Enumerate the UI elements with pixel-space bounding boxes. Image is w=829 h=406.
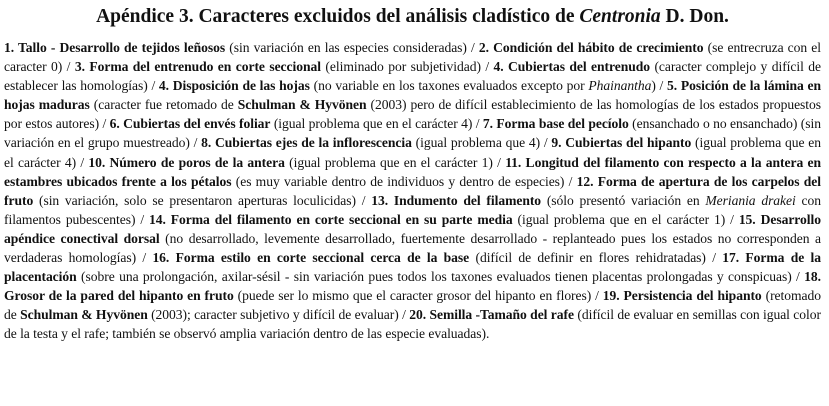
character-note: (no variable en los taxones evaluados excepto por [309,78,589,94]
character-heading: 1. Tallo - Desarrollo de tejidos leñosos [4,40,226,55]
character-heading: Schulman & Hyvönen [237,97,367,113]
character-note: (difícil de evaluar en semillas con igual color de la testa y el rafe; también se observó amplia variación dentro de las especie evaluadas). [4,307,821,342]
character-note: (igual problema que en el carácter 1) / [284,154,506,170]
character-note: (puede ser lo mismo que el caracter grosor del hipanto en flores) / [233,288,603,304]
character-heading: 13. Indumento del filamento [371,192,542,208]
character-heading: 17. Forma de la placentación [4,250,821,285]
character-heading: 19. Persistencia del hipanto [602,288,762,304]
title-suffix: D. Don. [660,6,729,27]
character-heading: 4. Cubiertas del entrenudo [493,59,651,75]
character-heading: 12. Forma de apertura de los carpelos del fruto [4,173,821,208]
taxon-name: Phainantha [588,78,652,94]
excluded-characters-paragraph [4,38,821,344]
character-heading: 8. Cubiertas ejes de la inflorescencia [201,135,412,151]
character-heading: 5. Posición de la lámina en hojas maduras [4,78,821,113]
character-note: (sin variación, solo se presentaron aperturas loculicidas) / [33,192,372,208]
character-heading: 20. Semilla -Tamaño del rafe [409,307,574,323]
character-note: (sin variación en las especies consideradas) / [225,40,479,55]
character-note: con filamentos pubescentes) / [4,192,821,227]
title-prefix: Apéndice 3. Caracteres excluidos del análisis cladístico de [96,6,580,27]
taxon-name: Meriania drakei [705,192,796,208]
character-heading: 6. Cubiertas del envés foliar [109,116,271,132]
character-heading: Schulman & Hyvönen [20,307,148,323]
title-genus: Centronia [579,6,661,27]
character-note: (se entrecruza con el caracter 0) / [4,40,822,75]
character-heading: 15. Desarrollo apéndice conectival dorsal [4,211,821,246]
appendix-title [4,4,821,30]
character-note: (no desarrollado, levemente desarrollado, fuertemente desarrollado - replanteado pues los estados no corresponden a verdaderas homologías) / [4,230,821,266]
character-heading: 10. Número de poros de la antera [88,154,285,170]
character-note: (retomado de [4,288,822,323]
character-note: (sobre una prolongación, axilar-sésil - sin variación pues todos los taxones evaluados tienen placentas prolongadas y conspicuas) / [76,269,805,285]
character-heading: 4. Disposición de las hojas [158,78,310,94]
character-heading: 16. Forma estilo en corte seccional cerca de la base [152,250,470,266]
character-heading: 9. Cubiertas del hipanto [551,135,692,151]
character-note: (2003); caracter subjetivo y difícil de evaluar) / [147,307,410,323]
character-heading: 11. Longitud del filamento con respecto a la antera en estambres ubicados frente a los pétalos [4,154,822,189]
character-heading: 7. Forma base del pecíolo [482,116,629,132]
character-note: ) / [651,78,668,94]
character-note: (difícil de definir en flores rehidratadas) / [469,250,723,266]
character-note: (caracter complejo y difícil de establecer las homologías) / [4,59,821,94]
character-note: (2003) pero de difícil establecimiento de las homologías de los estados propuestos por estos autores) / [4,97,822,132]
character-heading: 2. Condición del hábito de crecimiento [478,40,704,55]
character-note: (igual problema que en el carácter 4) / [4,135,821,170]
character-heading: 18. Grosor de la pared del hipanto en fruto [4,269,821,304]
character-note: (sólo presentó variación en [541,192,706,208]
character-note: (ensanchado o no ensanchado) (sin variación en el grupo muestreado) / [4,116,822,151]
character-note: (es muy variable dentro de individuos y dentro de especies) / [231,173,577,189]
character-note: (igual problema que en el carácter 4) / [270,116,483,132]
character-note: (caracter fue retomado de [89,97,238,113]
character-heading: 14. Forma del filamento en corte seccional en su parte media [149,211,513,227]
character-heading: 3. Forma del entrenudo en corte seccional [74,59,321,75]
character-note: (igual problema que 4) / [411,135,552,151]
character-note: (igual problema que en el carácter 1) / [512,211,739,227]
character-note: (eliminado por subjetividad) / [320,59,494,75]
